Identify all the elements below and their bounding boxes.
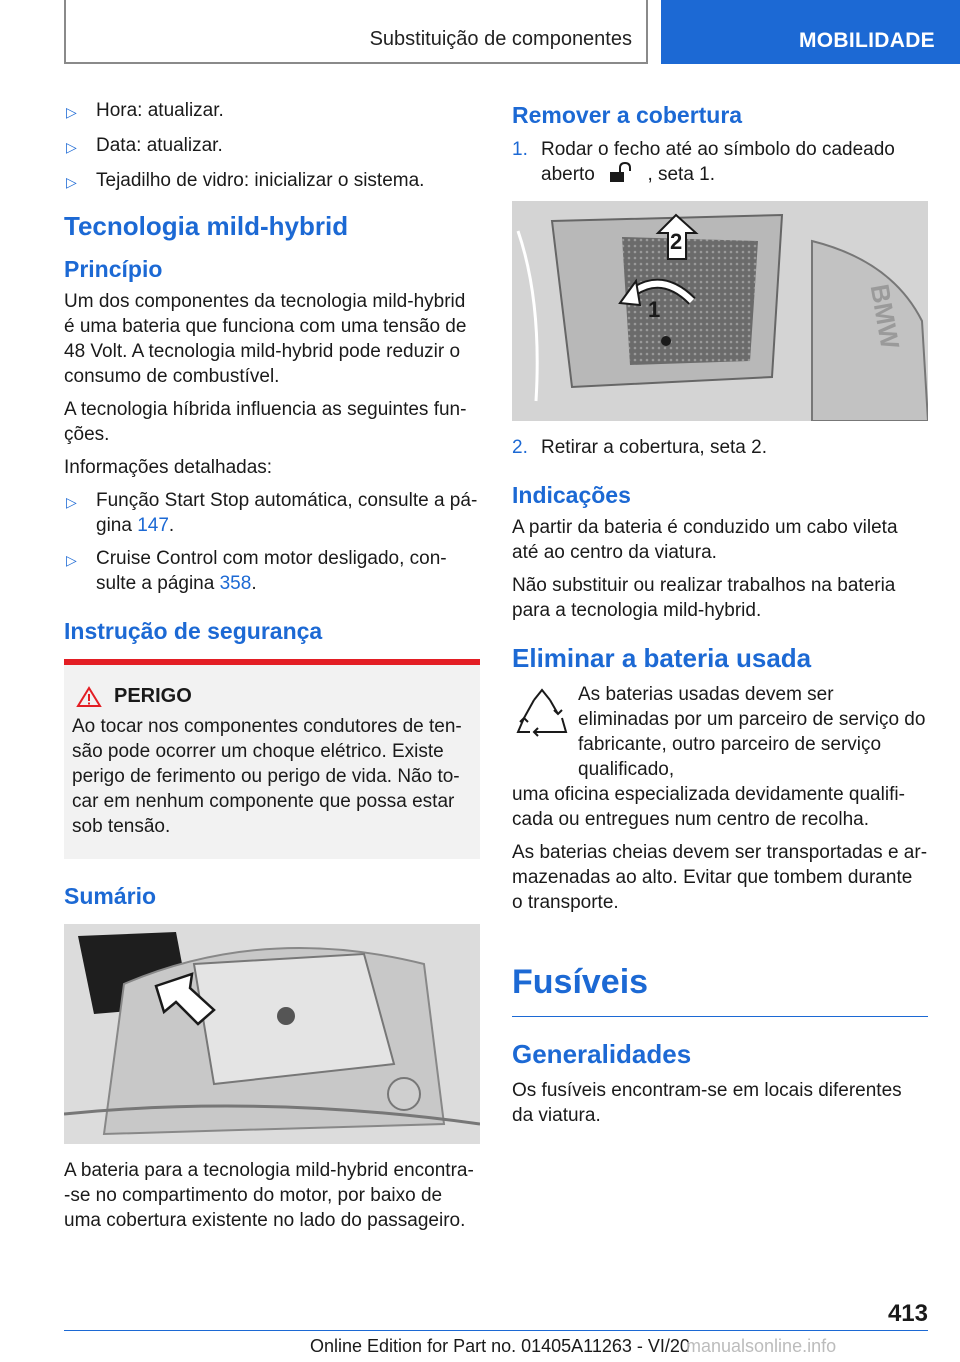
step-text: Retirar a cobertura, seta 2. [541, 437, 767, 458]
danger-label: PERIGO [114, 685, 192, 707]
footer-divider [64, 1330, 928, 1331]
recycle-icon [512, 686, 572, 746]
heading-fusiveis: Fusíveis [512, 963, 928, 1017]
cover-illustration [512, 201, 928, 421]
heading-sumario: Sumário [64, 883, 157, 909]
photo-label-1: 1 [648, 297, 661, 322]
engine-overview-photo [64, 924, 480, 1144]
step-text-suffix: , seta 1. [647, 164, 716, 185]
header-section-tab[interactable] [661, 0, 960, 64]
step-2 [512, 435, 928, 460]
heading-tecnologia: Tecnologia mild-hybrid [64, 211, 349, 241]
paragraph-informacoes: Informações detalhadas: [64, 457, 273, 478]
list-item [64, 98, 480, 125]
paragraph-eliminar-1b: uma oficina especializada devidamente qualifi-cada ou entregues num centro de recolha. [512, 784, 905, 830]
list-item-text: Função Start Stop automática, consulte a pá-gina [96, 490, 478, 536]
list-item [64, 168, 480, 195]
heading-remover: Remover a cobertura [512, 102, 743, 128]
header-title: Substituição de componentes [369, 28, 632, 50]
paragraph-principio-1: Um dos componentes da tecnologia mild-hybrid é uma bateria que funciona com uma tensão de 48 Volt. A tecnologia mild-hybrid pode reduzir o consumo de combustível. [64, 291, 467, 387]
step-number: 1. [512, 139, 528, 160]
step-1 [512, 137, 928, 187]
paragraph-principio-2: A tecnologia híbrida influencia as seguintes fun-ções. [64, 399, 467, 445]
unlocked-padlock-icon [604, 162, 638, 184]
list-item-text: Data: atualizar. [96, 135, 223, 156]
triangle-bullet-icon: ▷ [66, 139, 77, 155]
left-column [64, 98, 480, 1241]
photo-label-2: 2 [670, 229, 683, 254]
danger-text: Ao tocar nos componentes condutores de ten-são pode ocorrer um choque elétrico. Existe perigo de ferimento ou perigo de vida. Não to-car em nenhum componente que possa estar sob tensão. [72, 716, 462, 837]
paragraph-eliminar-2: As baterias cheias devem ser transportadas e ar-mazenadas ao alto. Evitar que tombem durante o transporte. [512, 842, 928, 913]
heading-generalidades: Generalidades [512, 1039, 692, 1069]
heading-seguranca: Instrução de segurança [64, 618, 323, 644]
list-item-text: Hora: atualizar. [96, 100, 224, 121]
list-item [64, 133, 480, 160]
list-item-text: Cruise Control com motor desligado, con-sulte a página [96, 548, 447, 594]
list-item: ▷ Cruise Control com motor desligado, con-sulte a página 358. [66, 548, 447, 594]
heading-indicacoes: Indicações [512, 482, 631, 508]
step-text: Rodar o fecho até ao símbolo do cadeado aberto [541, 139, 895, 185]
recycle-text: As baterias usadas devem ser eliminadas por um parceiro de serviço do fabricante, outro parceiro de serviço qualificado, [578, 684, 926, 780]
watermark: manualsonline.info [686, 1336, 837, 1356]
engine-logo: BMW [864, 281, 906, 352]
paragraph-generalidades: Os fusíveis encontram-se em locais diferentes da viatura. [512, 1080, 902, 1126]
page-link-147[interactable]: 147 [137, 515, 169, 536]
battery-cover-photo [512, 201, 928, 421]
triangle-bullet-icon: ▷ [66, 104, 77, 120]
paragraph-indicacoes-2: Não substituir ou realizar trabalhos na bateria para a tecnologia mild-hybrid. [512, 575, 896, 621]
list-item-text: Tejadilho de vidro: inicializar o sistema. [96, 170, 425, 191]
page-number: 413 [887, 1300, 928, 1327]
heading-principio: Princípio [64, 256, 163, 282]
right-column [512, 98, 928, 1136]
heading-eliminar: Eliminar a bateria usada [512, 643, 812, 673]
triangle-bullet-icon: ▷ [66, 494, 77, 510]
engine-illustration [64, 924, 480, 1144]
step-number: 2. [512, 437, 528, 458]
paragraph-indicacoes-1: A partir da bateria é conduzido um cabo vileta até ao centro da viatura. [512, 517, 898, 563]
recycle-note [512, 682, 928, 782]
list-item: ▷ Função Start Stop automática, consulte a pá-gina 147. [66, 490, 478, 536]
danger-box [64, 659, 480, 859]
warning-triangle-icon [76, 686, 102, 708]
header-title-box [64, 0, 648, 64]
footer-edition: Online Edition for Part no. 01405A11263 - VI/20 [310, 1336, 690, 1356]
page-link-358[interactable]: 358 [219, 573, 252, 594]
header-section-label: MOBILIDADE [799, 29, 935, 52]
triangle-bullet-icon: ▷ [66, 174, 77, 190]
paragraph-sumario: A bateria para a tecnologia mild-hybrid encontra--se no compartimento do motor, por baixo de uma cobertura existente no lado do passageiro. [64, 1160, 474, 1231]
triangle-bullet-icon: ▷ [66, 552, 77, 568]
